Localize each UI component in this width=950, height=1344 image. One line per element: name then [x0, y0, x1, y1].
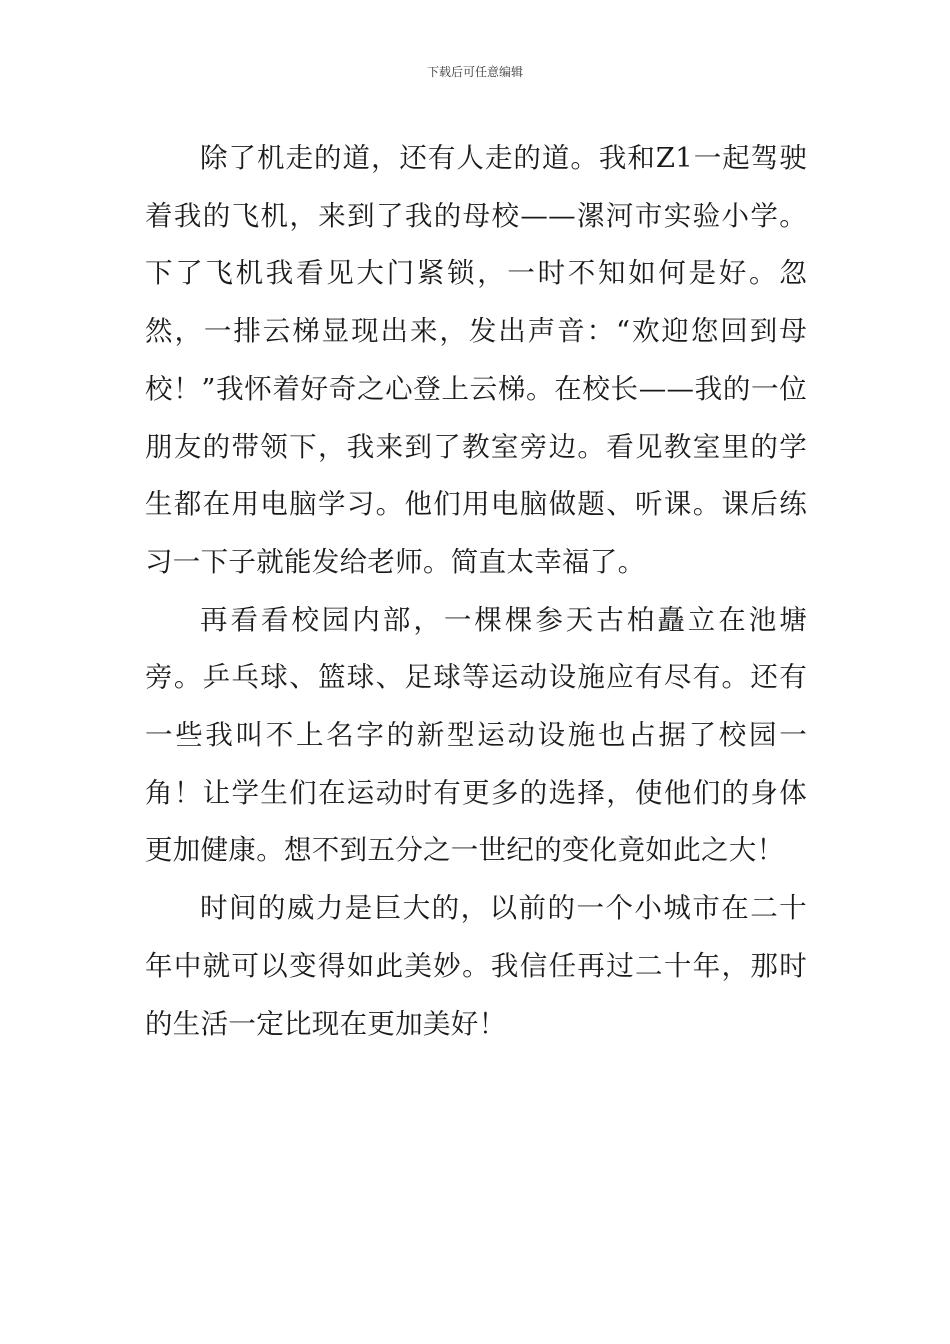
- paragraph-2: 再看看校园内部，一棵棵参天古柏矗立在池塘旁。乒乓球、篮球、足球等运动设施应有尽有。还有一些我叫不上名字的新型运动设施也占据了校园一角！让学生们在运动时有更多的选择，使他们的身体更加健康。想不到五分之一世纪的变化竟如此之大！: [145, 603, 807, 867]
- paragraph-1: 除了机走的道，还有人走的道。我和Z1一起驾驶着我的飞机，来到了我的母校——漯河市实验小学。下了飞机我看见大门紧锁，一时不知如何是好。忽然，一排云梯显现出来，发出声音：“欢迎您回到母校！”我怀着好奇之心登上云梯。在校长——我的一位朋友的带领下，我来到了教室旁边。看见教室里的学生都在用电脑学习。他们用电脑做题、听课。课后练习一下子就能发给老师。简直太幸福了。: [145, 142, 807, 578]
- paragraph-3: 时间的威力是巨大的，以前的一个小城市在二十年中就可以变得如此美妙。我信任再过二十年，那时的生活一定比现在更加美好！: [145, 892, 807, 1040]
- page-header: 下载后可任意编辑: [426, 65, 523, 79]
- body-text: [145, 130, 807, 1053]
